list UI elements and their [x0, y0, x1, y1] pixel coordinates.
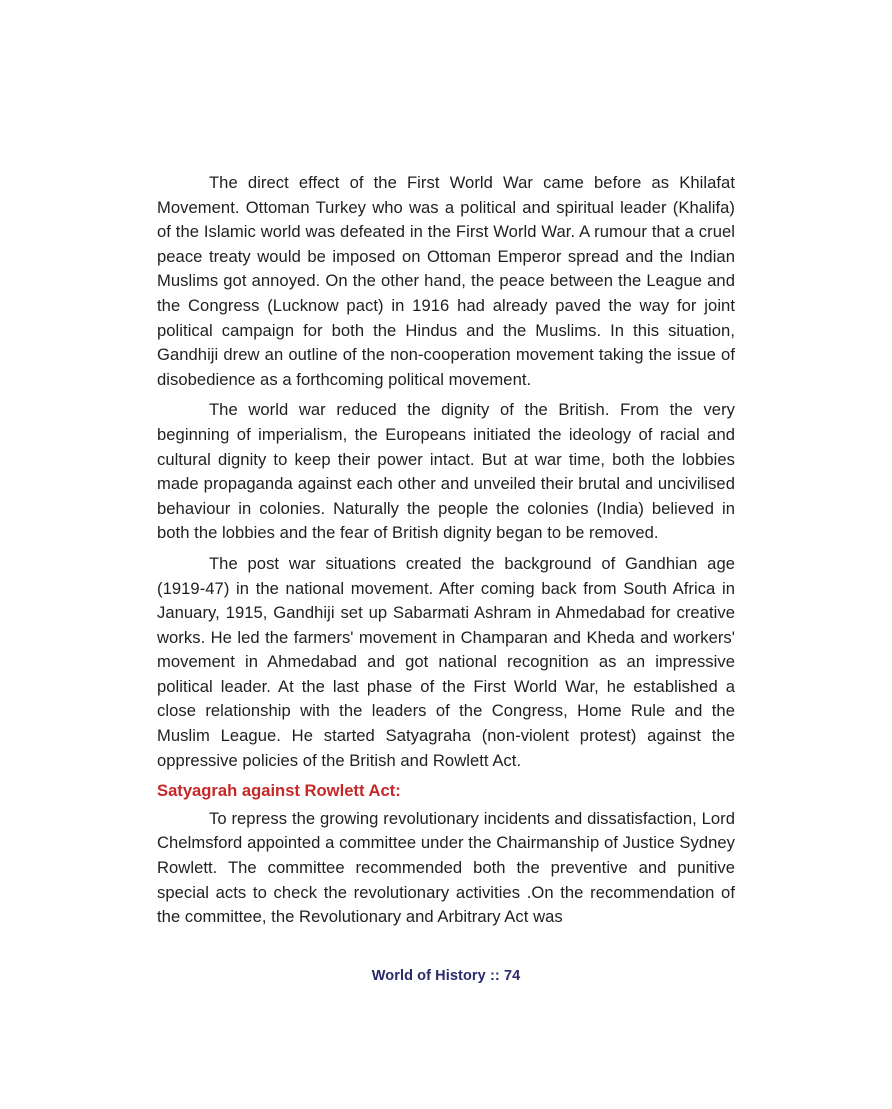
paragraph-rowlett-act: To repress the growing revolutionary incidents and dissatisfaction, Lord Chelmsford appointed a committee under the Chairmanship of Justice Sydney Rowlett. The committee recommended both the preventive and punitive special acts to check the revolutionary activities .On the recommendation of the committee, the Revolutionary and Arbitrary Act was [157, 808, 735, 927]
paragraph-khilafat: The direct effect of the First World War came before as Khilafat Movement. Ottoman Turkey who was a political and spiritual leader (Khalifa) of the Islamic world was defeated in the First World War. A rumour that a cruel peace treaty would be imposed on Ottoman Emperor spread and the Indian Muslims got annoyed. On the other hand, the peace between the League and the Congress (Lucknow pact) in 1916 had already paved the way for joint political campaign for both the Hindus and the Muslims. In this situation, Gandhiji drew an outline of the non-cooperation movement taking the issue of disobedience as a forthcoming political movement. [157, 173, 735, 389]
page-body [157, 171, 735, 936]
paragraph-british-dignity: The world war reduced the dignity of the British. From the very beginning of imperialism, the Europeans initiated the ideology of racial and cultural dignity to keep their power intact. But at war time, both the lobbies made propaganda against each other and unveiled their brutal and uncivilised behaviour in colonies. Naturally the people the colonies (India) believed in both the lobbies and the fear of British dignity began to be removed. [157, 400, 735, 543]
page-footer: World of History :: 74 [371, 968, 521, 984]
section-heading: Satyagrah against Rowlett Act: [157, 781, 401, 801]
paragraph-gandhian-age: The post war situations created the background of Gandhian age (1919-47) in the national movement. After coming back from South Africa in January, 1915, Gandhiji set up Sabarmati Ashram in Ahmedabad for creative works. He led the farmers' movement in Champaran and Kheda and workers' movement in Ahmedabad and got national recognition as an impressive political leader. At the last phase of the First World War, he established a close relationship with the leaders of the Congress, Home Rule and the Muslim League. He started Satyagraha (non-violent protest) against the oppressive policies of the British and Rowlett Act. [157, 553, 735, 770]
